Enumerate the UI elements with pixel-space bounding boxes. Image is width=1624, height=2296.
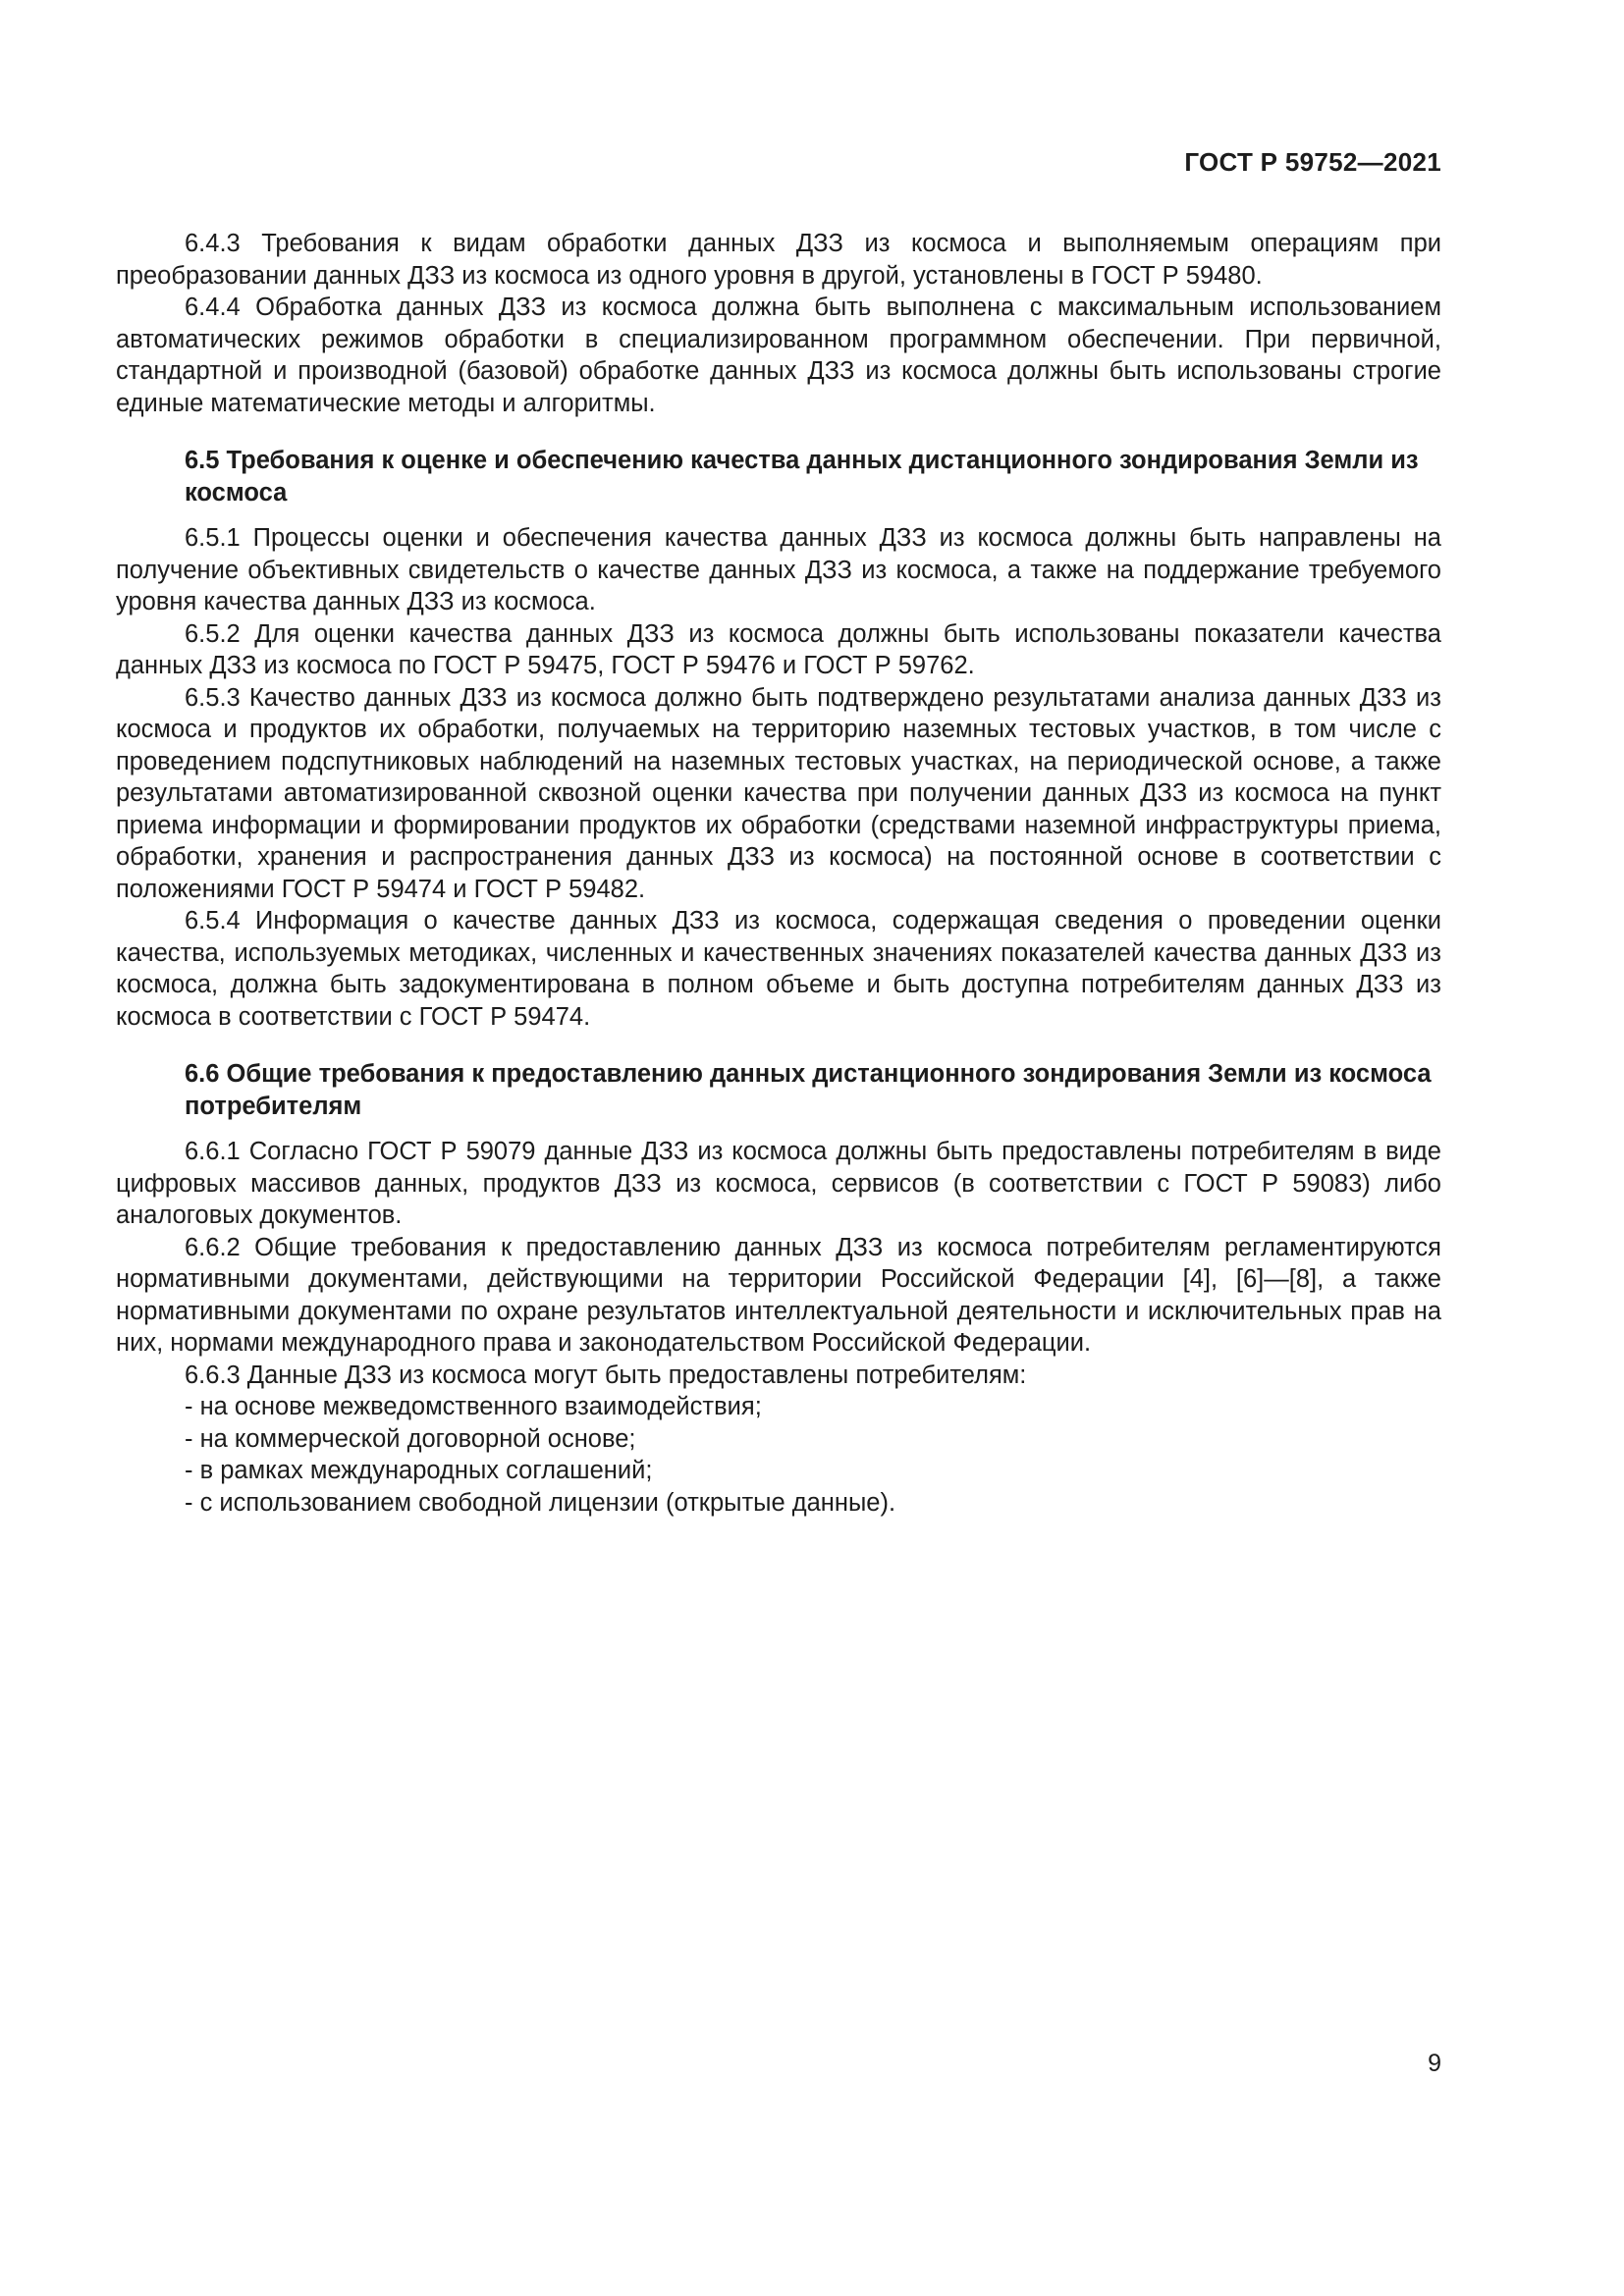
section-heading-6-6: 6.6 Общие требования к предоставлению данных дистанционного зондирования Земли из космоса потребителям: [185, 1060, 1432, 1120]
paragraph-6-5-3: 6.5.3 Качество данных ДЗЗ из космоса должно быть подтверждено результатами анализа данных ДЗЗ из космоса и продуктов их обработки, получаемых на территорию наземных тестовых участков, в том числе с проведением подспутниковых наблюдений на наземных тестовых участках, на периодической основе, а также результатами автоматизированной сквозной оценки качества при получении данных ДЗЗ из космоса на пункт приема информации и формировании продуктов их обработки (средствами наземной инфраструктуры приема, обработки, хранения и распространения данных ДЗЗ из космоса) на постоянной основе в соответствии с положениями ГОСТ Р 59474 и ГОСТ Р 59482.: [116, 683, 1441, 903]
paragraph-6-4-3: 6.4.3 Требования к видам обработки данных ДЗЗ из космоса и выполняемым операциям при преобразовании данных ДЗЗ из космоса из одного уровня в другой, установлены в ГОСТ Р 59480.: [116, 230, 1441, 290]
paragraph-6-6-3: 6.6.3 Данные ДЗЗ из космоса могут быть предоставлены потребителям:: [185, 1361, 1027, 1389]
list-item: - с использованием свободной лицензии (открытые данные).: [185, 1488, 896, 1517]
page-number: 9: [1428, 2050, 1441, 2077]
paragraph-6-6-2: 6.6.2 Общие требования к предоставлению данных ДЗЗ из космоса потребителям регламентируются нормативными документами, действующими на территории Российской Федерации [4], [6]—[8], а также нормативными документами по охране результатов интеллектуальной деятельности и исключительных прав на них, нормами международного права и законодательством Российской Федерации.: [116, 1233, 1441, 1357]
paragraph-6-5-2: 6.5.2 Для оценки качества данных ДЗЗ из космоса должны быть использованы показатели качества данных ДЗЗ из космоса по ГОСТ Р 59475, ГОСТ Р 59476 и ГОСТ Р 59762.: [116, 619, 1441, 679]
paragraph-6-5-4: 6.5.4 Информация о качестве данных ДЗЗ из космоса, содержащая сведения о проведении оценки качества, используемых методиках, численных и качественных значениях показателей качества данных ДЗЗ из космоса, должна быть задокументирована в полном объеме и быть доступна потребителям данных ДЗЗ из космоса в соответствии с ГОСТ Р 59474.: [116, 907, 1441, 1031]
standard-code: ГОСТ Р 59752—2021: [1184, 147, 1441, 177]
list-item: - на основе межведомственного взаимодействия;: [185, 1393, 762, 1420]
paragraph-6-6-1: 6.6.1 Согласно ГОСТ Р 59079 данные ДЗЗ из космоса должны быть предоставлены потребителям в виде цифровых массивов данных, продуктов ДЗЗ из космоса, сервисов (в соответствии с ГОСТ Р 59083) либо аналоговых документов.: [116, 1138, 1441, 1229]
section-heading-6-5: 6.5 Требования к оценке и обеспечению качества данных дистанционного зондирования Земли из космоса: [185, 447, 1419, 507]
paragraph-6-5-1: 6.5.1 Процессы оценки и обеспечения качества данных ДЗЗ из космоса должны быть направлены на получение объективных свидетельств о качестве данных ДЗЗ из космоса, а также на поддержание требуемого уровня качества данных ДЗЗ из космоса.: [116, 524, 1441, 615]
paragraph-6-4-4: 6.4.4 Обработка данных ДЗЗ из космоса должна быть выполнена с максимальным использованием автоматических режимов обработки в специализированном программном обеспечении. При первичной, стандартной и производной (базовой) обработке данных ДЗЗ из космоса должны быть использованы строгие единые математические методы и алгоритмы.: [116, 294, 1441, 417]
document-body: [116, 228, 1441, 1519]
list-item: - на коммерческой договорной основе;: [185, 1424, 636, 1453]
list-item: - в рамках международных соглашений;: [185, 1457, 653, 1484]
